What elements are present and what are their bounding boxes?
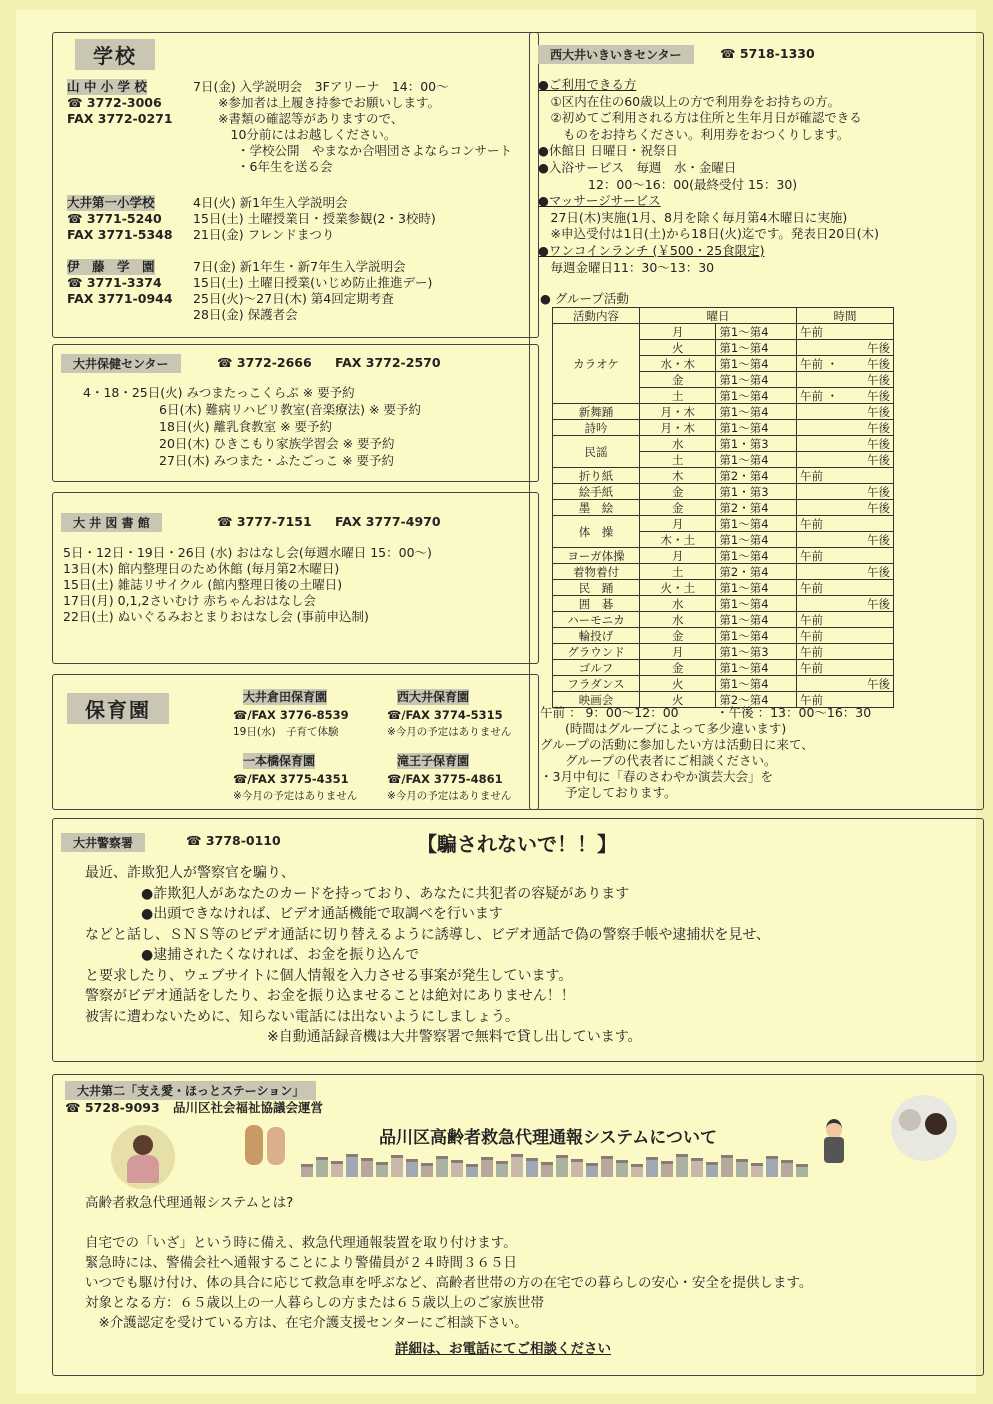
school-name: 伊 藤 学 園	[67, 259, 155, 274]
group-time-am: 午前	[800, 580, 823, 595]
nursery-name: 西大井保育園	[397, 690, 470, 704]
group-week: 第1・第3	[716, 436, 797, 452]
center-line: ●休館日 日曜日・祝祭日	[538, 143, 678, 159]
library-fax: FAX 3777-4970	[335, 514, 441, 529]
center-line: ※申込受付は1日(土)から18日(火)迄です。発表日20日(木)	[538, 226, 879, 242]
group-row	[553, 324, 894, 340]
center-line: 毎週金曜日11：30～13：30	[538, 259, 715, 275]
library-title: 大 井 図 書 館	[61, 513, 162, 532]
center-title: 西大井いきいきセンター	[538, 45, 694, 64]
group-day: 水・木	[640, 356, 716, 372]
group-time-am: 午前	[800, 516, 823, 531]
group-activity: ゴルフ	[553, 660, 640, 676]
group-day: 火	[640, 340, 716, 356]
group-row	[553, 404, 894, 420]
town-building	[571, 1159, 583, 1177]
health-title: 大井保健センター	[61, 354, 181, 373]
support-line: 対象となる方：６５歳以上の一人暮らしの方または６５歳以上のご家族世帯	[85, 1295, 544, 1311]
center-note: 午前 ： 9：00～12：00 ・午後 ：13：00～16：30	[540, 705, 872, 720]
group-time	[797, 484, 894, 500]
group-table	[552, 307, 894, 708]
woman-body	[127, 1155, 159, 1183]
group-activity: 体 操	[553, 516, 640, 548]
police-line: 警察がビデオ通話をしたり、お金を振り込ませることは絶対にありません！！	[85, 988, 575, 1004]
group-day: 月・木	[640, 404, 716, 420]
group-week: 第1～第4	[716, 372, 797, 388]
group-day: 土	[640, 388, 716, 404]
town-building	[451, 1160, 463, 1177]
school-fax: FAX 3771-0944	[67, 291, 173, 306]
support-line: いつでも駆け付け、体の具合に応じて救急車を呼ぶなど、高齢者世帯の方の在宅での暮らしの安心・安全を提供します。	[85, 1275, 813, 1291]
support-headline: 品川区高齢者救急代理通報システムについて	[379, 1128, 717, 1148]
town-building	[391, 1155, 403, 1177]
group-day: 火・土	[640, 580, 716, 596]
support-line: ※介護認定を受けている方は、在宅介護支援センターにご相談下さい。	[85, 1315, 528, 1331]
group-day: 金	[640, 628, 716, 644]
school-event: 15日(土) 土曜日授業(いじめ防止推進デー)	[193, 275, 433, 290]
group-time-pm: 午後	[867, 564, 890, 579]
group-day: 木・土	[640, 532, 716, 548]
group-row	[553, 500, 894, 516]
health-item: 18日(火) 離乳食教室 ※ 要予約	[159, 419, 333, 434]
police-line: ※自動通話録音機は大井警察署で無料で貸し出しています。	[85, 1029, 642, 1045]
group-time	[797, 644, 894, 660]
center-note: ・3月中旬に「春のさわやか演芸大会」を	[540, 769, 773, 784]
police-line: 被害に遭わないために、知らない電話には出ないようにしましょう。	[85, 1008, 519, 1025]
library-item: 22日(土) ぬいぐるみおとまりおはなし会 (事前申込制)	[63, 609, 369, 624]
group-time-pm: 午後	[867, 452, 890, 467]
center-line: 27日(木)実施(1月、8月を除く毎月第4木曜日に実施)	[538, 209, 848, 225]
group-week: 第1～第4	[716, 676, 797, 692]
group-day: 金	[640, 484, 716, 500]
group-activity: フラダンス	[553, 676, 640, 692]
page	[16, 10, 976, 1394]
school-event: ※参加者は上履き持参でお願いします。	[193, 95, 440, 110]
nursery-note: ※今月の予定はありません	[233, 790, 358, 802]
support-line: 緊急時には、警備会社へ通報することにより警備員が２４時間３６５日	[85, 1255, 517, 1271]
group-time	[797, 372, 894, 388]
group-week: 第2・第4	[716, 564, 797, 580]
group-time-am: 午前	[800, 548, 823, 563]
guard-illustration	[823, 1119, 845, 1165]
group-week: 第1～第4	[716, 532, 797, 548]
group-time	[797, 356, 894, 372]
nursery-note: ※今月の予定はありません	[387, 790, 512, 802]
group-week: 第1～第4	[716, 356, 797, 372]
group-time-am: 午前 ・	[800, 356, 839, 371]
group-activity: 映画会	[553, 692, 640, 708]
town-illustration	[301, 1155, 809, 1177]
center-line: ●入浴サービス 毎週 水・金曜日	[538, 160, 737, 175]
group-time-am: 午前	[800, 612, 823, 627]
group-week: 第1～第3	[716, 644, 797, 660]
group-week: 第1～第4	[716, 596, 797, 612]
group-activity: 民 踊	[553, 580, 640, 596]
town-building	[376, 1162, 388, 1177]
woman-figure-2	[267, 1127, 285, 1165]
group-row	[553, 628, 894, 644]
group-activity: 着物着付	[553, 564, 640, 580]
group-week: 第1・第3	[716, 484, 797, 500]
man-figure	[245, 1125, 263, 1165]
group-activity: ハーモニカ	[553, 612, 640, 628]
town-building	[361, 1158, 373, 1177]
center-tel: ☎ 5718-1330	[720, 46, 815, 61]
center-note: グループの活動に参加したい方は活動日に来て、	[540, 737, 814, 752]
group-week: 第1～第4	[716, 420, 797, 436]
guard-head	[826, 1119, 842, 1139]
town-building	[496, 1161, 508, 1177]
group-time	[797, 452, 894, 468]
town-building	[646, 1157, 658, 1177]
support-tel: ☎ 5728-9093	[65, 1100, 160, 1115]
support-title: 大井第二「支え愛・ほっとステーション」	[65, 1081, 316, 1100]
group-activity: 新舞踊	[553, 404, 640, 420]
woman-illustration	[111, 1125, 175, 1189]
group-time-am: 午前	[800, 644, 823, 659]
group-header-row	[553, 308, 894, 324]
group-time	[797, 340, 894, 356]
group-day: 土	[640, 564, 716, 580]
group-week: 第2～第4	[716, 692, 797, 708]
group-time-pm: 午後	[867, 404, 890, 419]
group-day: 月	[640, 548, 716, 564]
town-building	[421, 1163, 433, 1177]
group-row	[553, 596, 894, 612]
police-section	[52, 818, 984, 1062]
nursery-tel: ☎/FAX 3774-5315	[387, 708, 503, 722]
group-day: 水	[640, 596, 716, 612]
group-time-pm: 午後	[867, 420, 890, 435]
support-footer: 詳細は、お電話にてご相談ください	[395, 1341, 611, 1357]
school-event: 7日(金) 入学説明会 3Fアリーナ 14：00～	[193, 79, 449, 94]
group-time	[797, 596, 894, 612]
town-building	[346, 1154, 358, 1177]
town-building	[406, 1159, 418, 1177]
group-row	[553, 564, 894, 580]
health-item: 6日(木) 難病リハビリ教室(音楽療法) ※ 要予約	[159, 402, 421, 417]
group-row	[553, 580, 894, 596]
center-line: ●マッサージサービス	[538, 193, 661, 209]
center-line: 12：00～16：00(最終受付 15：30)	[538, 176, 798, 192]
group-week: 第1～第4	[716, 340, 797, 356]
health-section	[52, 344, 539, 482]
library-item: 17日(月) 0,1,2さいむけ 赤ちゃんおはなし会	[63, 593, 316, 608]
group-row	[553, 436, 894, 452]
group-time-pm: 午後	[867, 372, 890, 387]
school-event: 4日(火) 新1年生入学説明会	[193, 195, 348, 210]
group-time	[797, 468, 894, 484]
health-item: 4・18・25日(火) みつまたっこくらぶ ※ 要予約	[83, 385, 355, 400]
group-week: 第1～第4	[716, 324, 797, 340]
school-event: ・学校公開 やまなか合唱団さよならコンサート	[237, 143, 513, 158]
nursery-note: ※今月の予定はありません	[387, 726, 512, 738]
group-time-am: 午前	[800, 692, 823, 707]
group-row	[553, 676, 894, 692]
nursery-name: 一本橋保育園	[243, 754, 316, 768]
elderly-couple-illustration	[243, 1123, 291, 1167]
group-week: 第1～第4	[716, 452, 797, 468]
center-note: グループの代表者にご相談ください。	[540, 753, 777, 768]
group-time-am: 午前	[800, 468, 823, 483]
group-week: 第1～第4	[716, 580, 797, 596]
nursery-title: 保育園	[67, 693, 169, 724]
group-time-pm: 午後	[867, 596, 890, 611]
group-row	[553, 468, 894, 484]
health-tel: ☎ 3772-2666	[217, 355, 312, 370]
town-building	[691, 1158, 703, 1177]
police-line: などと話し、ＳＮＳ等のビデオ通話に切り替えるように誘導し、ビデオ通話で偽の警察手帳や逮捕状を見せ、	[85, 926, 771, 943]
town-building	[436, 1156, 448, 1177]
group-activity: ヨーガ体操	[553, 548, 640, 564]
town-building	[676, 1154, 688, 1177]
group-row	[553, 484, 894, 500]
group-time	[797, 660, 894, 676]
group-time	[797, 676, 894, 692]
group-time-am: 午前	[800, 660, 823, 675]
group-time-pm: 午後	[867, 532, 890, 547]
group-week: 第1～第4	[716, 548, 797, 564]
health-item: 27日(木) みつまた・ふたごっこ ※ 要予約	[159, 453, 395, 468]
group-activity: 輪投げ	[553, 628, 640, 644]
group-time	[797, 500, 894, 516]
school-title: 学校	[75, 39, 155, 70]
group-activity: カラオケ	[553, 324, 640, 404]
group-day: 火	[640, 692, 716, 708]
group-time	[797, 324, 894, 340]
group-time	[797, 388, 894, 404]
group-day: 火	[640, 676, 716, 692]
library-item: 5日・12日・19日・26日 (水) おはなし会(毎週水曜日 15：00～)	[63, 545, 432, 560]
group-row	[553, 516, 894, 532]
school-name: 山 中 小 学 校	[67, 79, 147, 94]
group-time	[797, 628, 894, 644]
group-week: 第2・第4	[716, 500, 797, 516]
group-week: 第1～第4	[716, 516, 797, 532]
town-building	[466, 1164, 478, 1177]
group-day: 金	[640, 372, 716, 388]
support-line: 自宅での「いざ」という時に備え、救急代理通報装置を取り付けます。	[85, 1235, 517, 1251]
town-building	[556, 1155, 568, 1177]
police-line: ●出頭できなければ、ビデオ通話機能で取調べを行います	[85, 906, 503, 922]
group-week: 第2・第4	[716, 468, 797, 484]
town-building	[706, 1162, 718, 1177]
library-section	[52, 492, 539, 664]
town-building	[736, 1159, 748, 1177]
group-day: 土	[640, 452, 716, 468]
group-header-cell: 時間	[797, 308, 894, 324]
family-member-2	[925, 1113, 947, 1135]
nursery-tel: ☎/FAX 3775-4861	[387, 772, 503, 786]
town-building	[481, 1157, 493, 1177]
group-week: 第1～第4	[716, 388, 797, 404]
center-line: ②初めてご利用される方は住所と生年月日が確認できる	[538, 110, 862, 126]
school-tel: ☎ 3771-5240	[67, 211, 162, 226]
group-time	[797, 420, 894, 436]
school-name: 大井第一小学校	[67, 195, 155, 210]
school-tel: ☎ 3771-3374	[67, 275, 162, 290]
group-row	[553, 660, 894, 676]
nursery-tel: ☎/FAX 3775-4351	[233, 772, 349, 786]
group-row	[553, 548, 894, 564]
nursery-tel: ☎/FAX 3776-8539	[233, 708, 349, 722]
group-time	[797, 532, 894, 548]
town-building	[526, 1158, 538, 1177]
school-event: ※書類の確認等がありますので、	[193, 111, 404, 126]
group-time	[797, 404, 894, 420]
center-line: ●ワンコインランチ (￥500・25食限定)	[538, 243, 765, 258]
group-day: 水	[640, 612, 716, 628]
school-event: 15日(土) 土曜授業日・授業参観(2・3校時)	[193, 211, 436, 226]
school-fax: FAX 3771-5348	[67, 227, 173, 242]
town-building	[316, 1157, 328, 1177]
center-line: ①区内在住の60歳以上の方で利用券をお持ちの方。	[538, 93, 841, 109]
library-tel: ☎ 3777-7151	[217, 514, 312, 529]
town-building	[586, 1163, 598, 1177]
group-time	[797, 548, 894, 564]
group-day: 金	[640, 500, 716, 516]
town-building	[781, 1160, 793, 1177]
support-section	[52, 1074, 984, 1376]
nursery-section	[52, 674, 539, 810]
school-tel: ☎ 3772-3006	[67, 95, 162, 110]
town-building	[796, 1164, 808, 1177]
school-section	[52, 32, 539, 338]
group-day: 月	[640, 324, 716, 340]
police-line: と要求したり、ウェブサイトに個人情報を入力させる事案が発生しています。	[85, 967, 573, 984]
group-time-pm: 午後	[867, 676, 890, 691]
town-building	[601, 1156, 613, 1177]
group-time-am: 午前	[800, 628, 823, 643]
group-activity: 折り紙	[553, 468, 640, 484]
center-line: ●ご利用できる方	[538, 77, 637, 92]
school-fax: FAX 3772-0271	[67, 111, 173, 126]
town-building	[661, 1161, 673, 1177]
group-day: 金	[640, 660, 716, 676]
group-row	[553, 612, 894, 628]
police-tel: ☎ 3778-0110	[186, 833, 281, 848]
library-item: 13日(木) 館内整理日のため休館 (毎月第2木曜日)	[63, 561, 340, 576]
group-week: 第1～第4	[716, 404, 797, 420]
library-item: 15日(土) 雑誌リサイクル (館内整理日後の土曜日)	[63, 577, 343, 592]
health-fax: FAX 3772-2570	[335, 355, 441, 370]
nursery-note: 19日(水) 子育て体験	[233, 726, 339, 738]
group-time-am: 午前	[800, 324, 823, 339]
town-building	[751, 1163, 763, 1177]
town-building	[616, 1160, 628, 1177]
school-event: ・6年生を送る会	[237, 159, 333, 174]
group-time-pm: 午後	[867, 340, 890, 355]
group-time-pm: 午後	[867, 388, 890, 403]
nursery-name: 滝王子保育園	[397, 754, 470, 768]
town-building	[631, 1164, 643, 1177]
school-event: 28日(金) 保護者会	[193, 307, 298, 322]
center-note: (時間はグループによって多少違います)	[540, 721, 787, 736]
health-item: 20日(木) ひきこもり家族学習会 ※ 要予約	[159, 436, 395, 451]
group-time-am: 午前 ・	[800, 388, 839, 403]
nursery-name: 大井倉田保育園	[243, 690, 328, 704]
town-building	[331, 1161, 343, 1177]
police-title: 大井警察署	[61, 833, 145, 852]
group-week: 第1～第4	[716, 612, 797, 628]
support-line: 高齢者救急代理通報システムとは?	[85, 1195, 294, 1211]
center-section	[529, 32, 984, 810]
group-day: 月・木	[640, 420, 716, 436]
police-line: 最近、詐欺犯人が警察官を騙り、	[85, 865, 295, 881]
town-building	[301, 1164, 313, 1177]
group-time	[797, 580, 894, 596]
group-row	[553, 644, 894, 660]
police-line: ●詐欺犯人があなたのカードを持っており、あなたに共犯者の容疑があります	[85, 885, 630, 902]
group-time	[797, 436, 894, 452]
group-time-pm: 午後	[867, 484, 890, 499]
group-time	[797, 516, 894, 532]
town-building	[766, 1156, 778, 1177]
group-day: 木	[640, 468, 716, 484]
woman-figure	[133, 1135, 153, 1155]
police-line: ●逮捕されたくなければ、お金を振り込んで	[85, 947, 420, 963]
center-note: 予定しております。	[540, 785, 677, 800]
group-time-pm: 午後	[867, 356, 890, 371]
group-activity: 墨 絵	[553, 500, 640, 516]
town-building	[721, 1155, 733, 1177]
family-member-1	[899, 1109, 921, 1131]
group-day: 月	[640, 516, 716, 532]
support-org: 品川区社会福祉協議会運営	[173, 1100, 324, 1115]
group-day: 月	[640, 644, 716, 660]
group-time-pm: 午後	[867, 436, 890, 451]
group-time	[797, 612, 894, 628]
family-illustration	[891, 1095, 957, 1161]
group-activity: グラウンド	[553, 644, 640, 660]
town-building	[511, 1154, 523, 1177]
group-week: 第1～第4	[716, 628, 797, 644]
group-day: 水	[640, 436, 716, 452]
school-event: 10分前にはお越しください。	[193, 127, 397, 142]
group-activity: 絵手紙	[553, 484, 640, 500]
guard-body	[824, 1137, 844, 1163]
town-building	[541, 1162, 553, 1177]
school-event: 21日(金) フレンドまつり	[193, 227, 335, 242]
group-row	[553, 420, 894, 436]
group-time-pm: 午後	[867, 500, 890, 515]
group-activity: 民謡	[553, 436, 640, 468]
group-week: 第1～第4	[716, 660, 797, 676]
police-headline: 【騙されないで！！】	[417, 832, 617, 856]
group-time	[797, 564, 894, 580]
group-header-cell: 活動内容	[553, 308, 640, 324]
center-line: ものをお持ちください。利用券をおつくりします。	[538, 126, 850, 142]
school-event: 7日(金) 新1年生・新7年生入学説明会	[193, 259, 406, 274]
group-activity: 詩吟	[553, 420, 640, 436]
group-activity: 囲 碁	[553, 596, 640, 612]
group-header-cell: 曜日	[640, 308, 797, 324]
group-title: ● グループ活動	[540, 291, 629, 306]
school-event: 25日(火)～27日(木) 第4回定期考査	[193, 291, 394, 306]
